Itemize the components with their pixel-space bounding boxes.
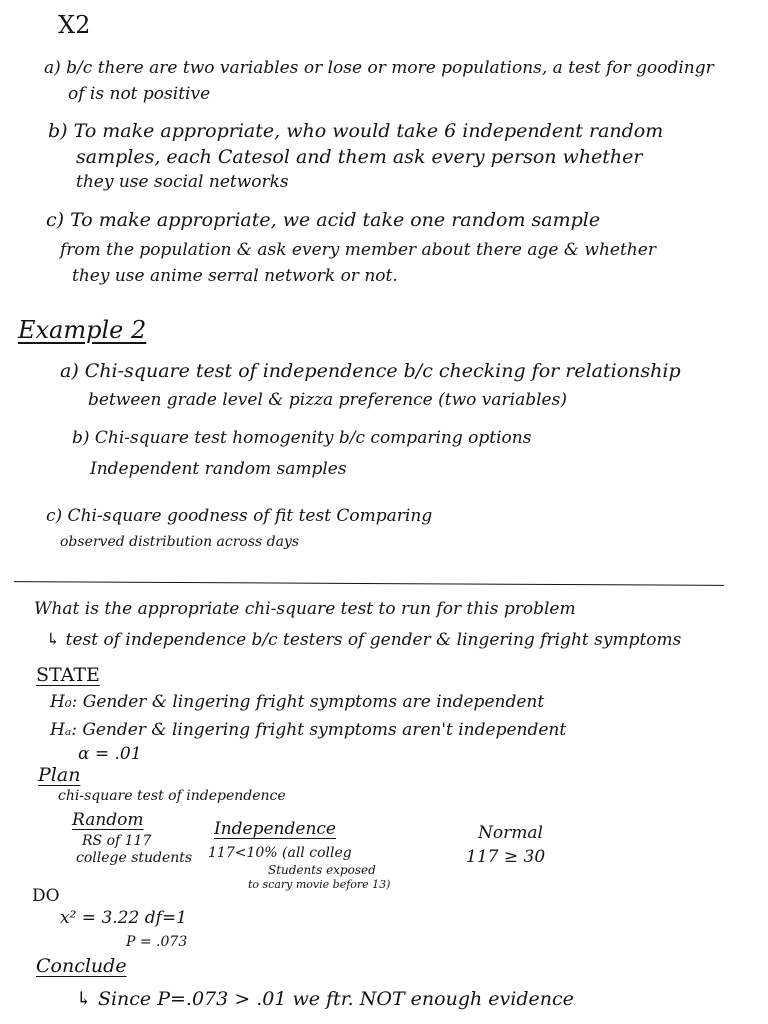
random-condition-line-1: RS of 117 (82, 833, 152, 849)
state-heading: STATE (36, 664, 100, 686)
example-2-part-b-line-1: b) Chi-square test homogenity b/c comparing options (72, 428, 532, 448)
x2-part-a-line-2: of is not positive (68, 84, 211, 104)
example-2-part-b-line-2: Independent random samples (90, 459, 347, 479)
do-heading: DO (32, 886, 60, 906)
conclusion-statement: ↳ Since P=.073 > .01 we ftr. NOT enough evidence (76, 988, 574, 1010)
section-divider (14, 581, 724, 586)
p-value: P = .073 (126, 934, 188, 950)
alpha-level: α = .01 (78, 744, 142, 764)
example-2-part-a-line-2: between grade level & pizza preference (two variables) (88, 390, 567, 410)
conclude-heading: Conclude (36, 955, 127, 977)
null-hypothesis: H₀: Gender & lingering fright symptoms are independent (50, 692, 545, 712)
independence-condition-line-2: Students exposed (268, 863, 376, 877)
normal-condition-heading: Normal (478, 823, 543, 843)
independence-condition-line-1: 117<10% (all colleg (208, 845, 352, 861)
independence-condition-heading: Independence (214, 819, 336, 839)
x2-part-b-line-1: b) To make appropriate, who would take 6 independent random (48, 120, 664, 142)
independence-condition-line-3: to scary movie before 13) (248, 878, 391, 891)
x2-part-b-line-2: samples, each Catesol and them ask every person whether (76, 146, 643, 168)
plan-test-name: chi-square test of independence (58, 788, 286, 804)
chi-square-statistic: x² = 3.22 df=1 (60, 908, 187, 928)
x2-part-b-line-3: they use social networks (76, 172, 289, 192)
example-2-part-c-line-1: c) Chi-square goodness of fit test Comparing (46, 506, 433, 526)
example-2-part-c-line-2: observed distribution across days (60, 534, 300, 550)
page-title: X2 (58, 11, 91, 39)
problem-answer: ↳ test of independence b/c testers of gender & lingering fright symptoms (46, 630, 682, 650)
problem-question: What is the appropriate chi-square test to run for this problem (34, 599, 576, 619)
example-2-heading: Example 2 (18, 316, 147, 344)
x2-part-c-line-2: from the population & ask every member about there age & whether (60, 240, 656, 260)
x2-part-a-line-1: a) b/c there are two variables or lose or more populations, a test for goodingr (44, 58, 714, 78)
x2-part-c-line-1: c) To make appropriate, we acid take one random sample (46, 209, 601, 231)
plan-heading: Plan (38, 764, 81, 786)
alternative-hypothesis: Hₐ: Gender & lingering fright symptoms aren't independent (50, 720, 567, 740)
normal-condition-line-1: 117 ≥ 30 (466, 847, 546, 867)
example-2-part-a-line-1: a) Chi-square test of independence b/c checking for relationship (60, 360, 681, 382)
random-condition-line-2: college students (76, 850, 193, 866)
random-condition-heading: Random (72, 810, 144, 830)
x2-part-c-line-3: they use anime serral network or not. (72, 266, 398, 286)
